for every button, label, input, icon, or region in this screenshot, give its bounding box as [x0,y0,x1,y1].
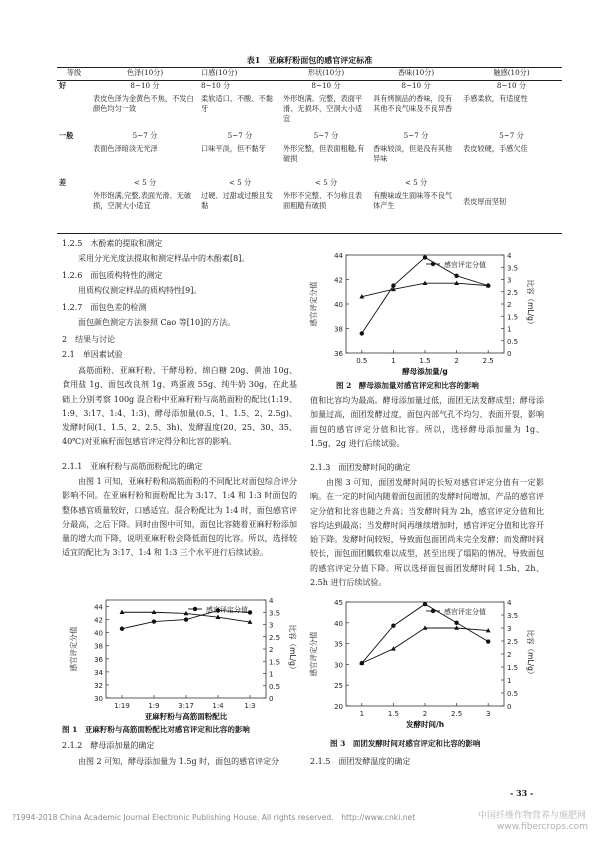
section-heading: 1.2.5 木酚素的提取和测定 [62,239,163,248]
section-heading: 2.1.3 面团发酵时间的确定 [310,463,411,472]
score-cell: 5~7 分 [403,131,429,140]
y2-tick-label: 1.5 [269,658,281,667]
desc-cell: 香味较淡，但是没有其他异味 [373,144,453,163]
y-tick-label: 40 [94,629,103,638]
y2-tick-label: 0 [507,703,512,711]
paragraph: 由图 2 可知，酵母添加量为 1.5g 时，面包的感官评定分 [78,757,280,766]
table-header-cell: 触感(10分) [493,68,530,77]
data-point [423,255,427,259]
table-caption: 表1 亚麻籽粉面包的感官评定标准 [246,55,373,65]
x-tick-label: 1:9 [148,702,160,710]
score-cell: 8~10 分 [130,81,160,90]
desc-cell: 有酸味或生面味等不良气体产生 [373,191,453,210]
legend-label: 感官评定分值 [444,608,486,616]
y2-tick-label: 3.5 [269,609,281,618]
y-tick-label: 40 [334,301,343,309]
figure-2-svg [306,247,534,377]
y-tick-label: 45 [334,599,343,607]
score-cell: < 5 分 [314,178,338,187]
copyright-line: ?1994-2018 China Academic Journal Electronic Publishing House. All rights reserved. http://www.cnki.net [12,813,416,822]
section-heading: 2.1.2 酵母添加量的确定 [62,741,155,750]
desc-cell: 表皮厚而坚韧 [463,197,507,206]
score-cell [461,178,562,191]
desc-cell: 外形饱满、完整，表面平滑、无损坏，空洞大小适宜 [283,94,363,123]
y2-tick-label: 2.5 [507,638,519,646]
paragraph: 用质构仪测定样品的质构特性[9]。 [78,286,202,295]
table-row [57,191,562,221]
score-cell: 8~10 分 [311,81,341,90]
figure-2-chart [306,247,534,377]
y2-tick-label: 0.5 [507,690,519,698]
paragraph: 由图 3 可知，面团发酵时间的长短对感官评定分值有一定影响。在一定的时间内随着面包面团的发酵时间增加，产品的感官评定分值和比容也随之升高；当发酵时间为 2h，感官评定分值和比容均达到最高；当发酵时间再继续增加时，感官评定分值和比容开始下降。发酵时间较短，导致面包面团尚未完全发酵；而发酵时间较长，面包面团瓤软难以成型，甚至出现了塌陷的情况，导致面包的感官评定分值下降。所以选择面包面团发酵时间 1.5h、2h、2.5h 进行后续试验。 [310,478,544,588]
watermark-url: www.fibercrops.com [497,822,588,832]
data-point [454,274,458,278]
y2-tick-label: 3.5 [507,264,519,273]
series-line [362,628,488,663]
table-bottom-rule [57,233,562,234]
section-heading: 2.1.1 亚麻籽粉与高筋面粉配比的确定 [62,462,203,471]
x-axis-title: 酵母添加量/g [402,367,448,376]
grade-cell: 一般 [59,131,74,140]
grade-cell: 差 [59,178,67,187]
x-tick-label: 2 [454,357,459,365]
y-tick-label: 36 [94,655,103,664]
y2-tick-label: 2.5 [507,288,519,297]
y2-tick-label: 2 [507,651,512,659]
sensory-table [57,68,562,221]
paragraph: 面包颜色测定方法参照 Cao 等[10]的方法。 [78,318,236,327]
y2-tick-label: 1.5 [507,664,519,672]
y2-tick-label: 1 [507,677,512,685]
section-heading: 2.1.5 面团发酵温度的确定 [310,757,411,766]
table-header-cell: 口感(10分) [201,68,238,77]
data-point [423,602,427,606]
x-tick-label: 0.5 [356,357,368,365]
table-row [57,131,562,144]
x-tick-label: 1:3 [244,702,256,710]
y2-tick-label: 3.5 [507,612,519,620]
data-point [454,621,458,625]
legend-label: 感官评定分值 [444,261,486,269]
y-tick-label: 36 [334,350,343,358]
desc-cell: 手感柔软，有适度性 [463,94,528,103]
y2-tick-label: 3 [507,625,512,633]
score-cell: 8~10 分 [201,81,231,90]
section-heading: 1.2.7 面包色差的检测 [62,303,147,312]
figure-3-chart [306,594,534,730]
x-tick-label: 1 [359,710,365,718]
x-tick-label: 1 [391,357,396,365]
y-tick-label: 44 [334,252,343,260]
data-point [391,646,396,650]
y-axis-title: 感官评定分值 [309,631,318,677]
data-point [248,610,252,614]
data-point [152,619,156,623]
desc-cell: 外形不完整、不匀称且表面粗糙有破损 [283,191,363,210]
score-cell: 5~7 分 [132,131,158,140]
x-axis-title: 亚麻籽粉与高筋面粉配比 [144,712,228,721]
x-tick-label: 1.5 [387,710,399,718]
y2-tick-label: 1 [507,325,512,334]
y-tick-label: 42 [334,276,343,285]
y-tick-label: 35 [334,640,343,649]
desc-cell: 外形饱满,完整,表面光滑、无破损，空洞大小适宜 [93,191,192,210]
y2-tick-label: 4 [507,252,512,260]
desc-cell: 过硬、过甜或过酸且发黏 [201,191,273,210]
table-header-cell: 形状(10分) [307,68,345,77]
data-point [184,617,188,621]
y2-tick-label: 3 [507,276,512,285]
legend-marker [431,262,435,266]
watermark-text: 中国纤维作物营养与施肥网 [478,811,587,821]
y2-axis-title: 比容（mL/g） [288,624,297,674]
x-tick-label: 3:17 [178,702,194,710]
y2-tick-label: 1 [269,670,274,679]
table-row [57,144,562,178]
table-row [57,81,562,94]
data-point [120,627,124,631]
x-tick-label: 3 [485,710,491,718]
score-cell: < 5 分 [133,178,157,187]
data-point [360,331,364,335]
y-tick-label: 38 [334,325,343,334]
y2-tick-label: 0.5 [507,337,519,346]
page-number: - 33 - [510,788,534,798]
paragraph: 由图 1 可知，亚麻籽粉和高筋面粉的不同配比对面包综合评分影响不同。在亚麻籽粉和面粉配比为 3:17、1:4 和 1:3 时面包的整体感官质量较好，口感适宜。混合粉配比为 1:4 时，面包感官评分最高，之后下降。同时由图中可知，面包比容随着亚麻籽粉添加量的增大而下降，说明亚麻籽粉会降低面包的比容。所以，选择较适宜的配比为 3:17、1:4 和 1:3 三个水平进行后续试验。 [62,477,297,558]
legend-marker [431,609,435,613]
paragraph: 值和比容均为最高。酵母添加量过低，面团无法发酵成型；酵母添加量过高，面团发酵过度，面包内部气孔不均匀、表面开裂，影响面包的感官评定分值和比容。所以，选择酵母添加量为 1g、1.5g、2g 进行后续试验。 [310,396,544,448]
y2-axis-title: 比容（mL/g） [526,279,535,329]
table-header-cell: 香味(10分) [397,68,435,77]
x-tick-label: 1:4 [212,702,224,710]
y-tick-label: 30 [94,695,103,703]
score-cell: 5~7 分 [499,131,524,140]
figure-caption: 图 1 亚麻籽粉与高筋面粉配比对感官评定和比容的影响 [62,725,250,734]
y2-tick-label: 4 [269,597,274,605]
section-heading: 2 结果与讨论 [62,335,116,344]
score-cell: 8~10 分 [401,81,431,90]
figure-1-svg [66,592,296,722]
y2-tick-label: 0 [507,350,512,358]
y2-tick-label: 3 [269,621,274,630]
y-tick-label: 30 [334,661,343,670]
y2-axis-title: 比容（mL/g） [526,629,535,679]
x-tick-label: 2.5 [482,357,494,365]
y-tick-label: 32 [94,681,103,690]
score-cell: < 5 分 [228,178,252,187]
grade-cell: 好 [59,81,67,90]
desc-cell: 外形完整，但表面粗糙,有破损 [283,144,365,163]
legend-label: 感官评定分值 [206,606,248,614]
y-tick-label: 25 [334,682,343,691]
y-tick-label: 20 [334,703,343,711]
plot-frame [346,255,504,353]
table-header-row [57,68,562,81]
data-point [486,639,490,643]
desc-cell: 表面色泽暗淡无光泽 [93,144,158,153]
desc-cell: 柔软适口、不酸、不黏牙 [201,94,273,113]
y-tick-label: 40 [334,619,343,628]
figure-caption: 图 2 酵母添加量对感官评定和比容的影响 [336,381,479,390]
paragraph: 采用分光光度法提取和测定样品中的木酚素[8]。 [78,254,250,263]
section-heading: 2.1 单因素试验 [62,350,123,359]
desc-cell: 表皮色泽为金黄色不焦，不发白颜色均匀一致 [93,94,194,113]
score-cell: 8~10 分 [496,81,527,90]
y2-tick-label: 2.5 [269,633,281,642]
desc-cell: 具有烤制品的香味，没有其他不良气味及不良异香 [373,94,453,113]
y-tick-label: 44 [94,603,103,612]
table-row [57,178,562,191]
score-cell: 5~7 分 [313,131,339,140]
x-axis-title: 发酵时间/h [405,720,445,729]
figure-3-svg [306,594,534,730]
y-axis-title: 感官评定分值 [69,626,78,672]
y-tick-label: 42 [94,616,103,625]
desc-cell: 口味平淡，但不黏牙 [201,144,266,153]
y-tick-label: 38 [94,642,103,651]
table-header-cell: 等级 [66,68,82,77]
y2-tick-label: 0.5 [269,682,281,691]
y2-tick-label: 2 [507,301,512,309]
paragraph: 高筋面粉、亚麻籽粉、干酵母粉、绵白糖 20g、黄油 10g、食用盐 1g、面包改良剂 1g、鸡蛋液 55g、纯牛奶 30g，在此基础上分别考察 100g 混合粉中亚麻籽粉与高筋面粉的配比(1:19、1:9、3:17、1:4、1:3)、酵母添加量(0.5、1、1.5、2、2.5g)、发酵时间(1、1.5、2、2.5、3h)、发酵温度(20、25、30、35、40℃)对亚麻籽面包感官评定得分和比容的影响。 [62,366,297,447]
x-tick-label: 2.5 [451,710,463,718]
section-heading: 1.2.6 面包质构特性的测定 [62,271,163,280]
y2-tick-label: 0 [269,695,274,703]
figure-1-chart [66,592,296,722]
legend-marker [193,607,197,611]
y2-tick-label: 2 [269,646,274,654]
data-point [391,624,395,628]
score-cell: 5~7 分 [227,131,253,140]
score-cell: < 5 分 [404,178,428,187]
series-line [362,283,488,296]
table-row [57,94,562,131]
y-tick-label: 34 [94,668,103,677]
figure-caption: 图 3 面团发酵时间对感官评定和比容的影响 [330,739,481,748]
x-tick-label: 1.5 [419,357,431,365]
x-tick-label: 2 [422,710,428,718]
desc-cell: 表皮较硬，手感欠佳 [463,144,528,153]
x-tick-label: 1:19 [114,702,130,710]
table-header-cell: 色泽(10分) [126,68,164,77]
y-axis-title: 感官评定分值 [309,281,318,327]
y2-tick-label: 1.5 [507,313,519,322]
y2-tick-label: 4 [507,599,512,607]
